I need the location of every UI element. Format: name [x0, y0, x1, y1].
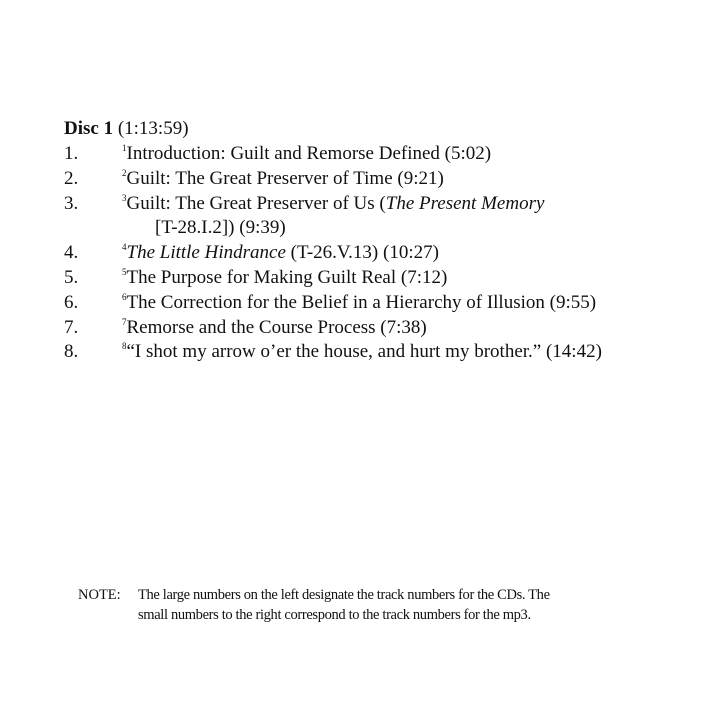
cd-track-number: 2.	[64, 167, 79, 189]
cd-track-number: 7.	[64, 316, 79, 338]
mp3-track-number: 6	[122, 291, 127, 302]
note-text	[138, 585, 678, 625]
track-title	[122, 142, 491, 167]
mp3-track-number: 3	[122, 192, 127, 203]
track-title	[122, 340, 602, 365]
track-title-segment: (T-26.V.13) (10:27)	[285, 242, 439, 264]
track-title	[122, 266, 447, 291]
track-title-segment: Guilt: The Great Preserver of Us (	[126, 192, 386, 214]
track-item	[64, 241, 704, 266]
track-title	[122, 316, 427, 341]
track-item	[64, 167, 704, 192]
mp3-track-number: 1	[122, 143, 127, 153]
note-line: The large numbers on the left designate the track numbers for the CDs. The	[138, 587, 550, 603]
mp3-track-number: 2	[122, 167, 127, 178]
mp3-track-number: 4	[122, 242, 127, 253]
cd-track-number: 4.	[64, 242, 79, 264]
mp3-track-number: 8	[122, 341, 127, 352]
cd-track-number: 3.	[64, 192, 79, 214]
cd-track-number: 5.	[64, 266, 79, 288]
track-item	[64, 192, 704, 242]
track-title-segment: Remorse and the Course Process (7:38)	[126, 316, 427, 338]
cd-track-number: 6.	[64, 291, 79, 313]
track-item	[64, 316, 704, 341]
track-item	[64, 142, 704, 167]
track-title-segment: Guilt: The Great Preserver of Time (9:21)	[126, 167, 444, 189]
mp3-track-number: 7	[122, 316, 127, 327]
disc-header	[64, 117, 189, 141]
disc-label: Disc 1	[64, 118, 114, 139]
track-title-italic-segment: The Little Hindrance	[126, 242, 286, 264]
track-item	[64, 266, 704, 291]
track-title-segment: The Correction for the Belief in a Hierarchy of Illusion (9:55)	[126, 291, 597, 313]
track-title-segment: Introduction: Guilt and Remorse Defined (5:02)	[126, 143, 492, 164]
cd-track-number: 8.	[64, 341, 79, 363]
track-item	[64, 340, 704, 365]
track-title-continuation: [T-28.I.2]) (9:39)	[155, 217, 286, 239]
mp3-track-number: 5	[122, 266, 127, 277]
disc-duration: (1:13:59)	[117, 118, 189, 139]
note-label: NOTE:	[78, 587, 121, 603]
track-item	[64, 291, 704, 316]
track-title	[122, 167, 444, 192]
cd-track-number: 1.	[64, 143, 79, 164]
track-list	[64, 142, 704, 365]
track-title	[122, 291, 596, 316]
track-title-segment: “I shot my arrow o’er the house, and hurt my brother.” (14:42)	[126, 341, 602, 363]
track-title-segment: The Purpose for Making Guilt Real (7:12)	[126, 266, 448, 288]
note-line: small numbers to the right correspond to the track numbers for the mp3.	[138, 607, 531, 623]
track-title	[122, 241, 439, 266]
track-title-italic-segment: The Present Memory	[385, 192, 545, 214]
track-title	[122, 192, 544, 217]
